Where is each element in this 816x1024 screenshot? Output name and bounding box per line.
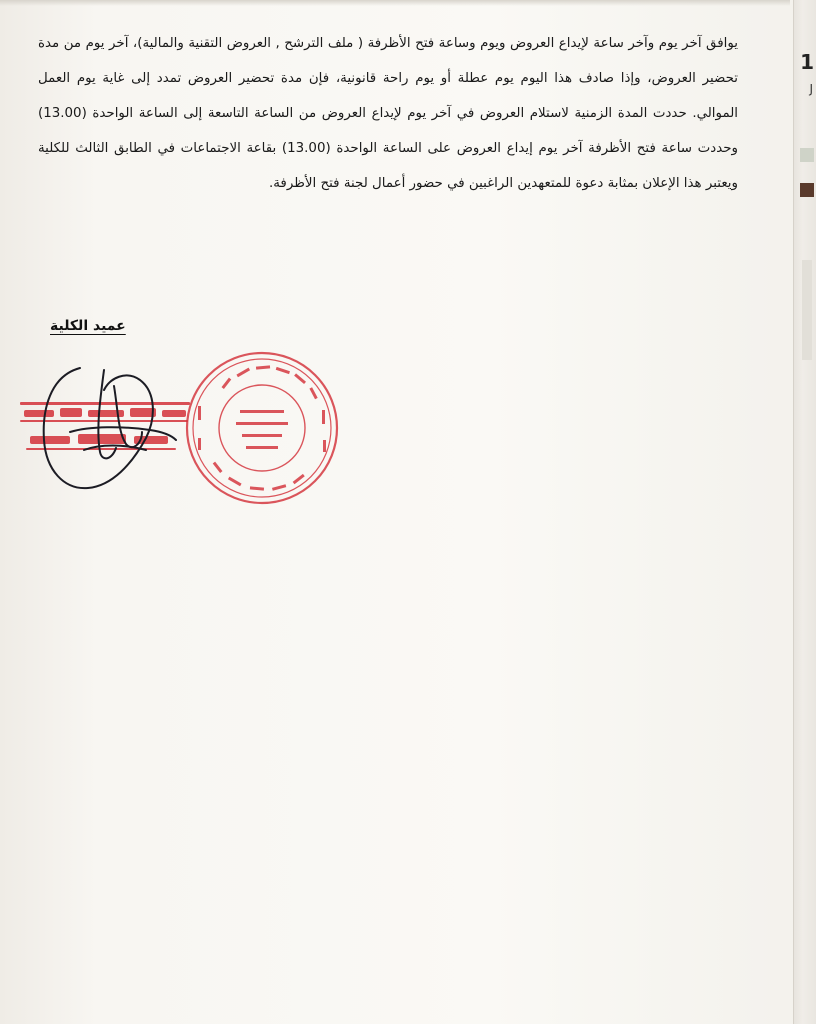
- handwritten-signature: [44, 368, 176, 488]
- previous-page-bleed: [0, 0, 790, 6]
- edge-image-swatch: [800, 183, 814, 197]
- announcement-paragraph: يوافق آخر يوم وآخر ساعة لإيداع العروض ويوم وساعة فتح الأظرفة ( ملف الترشح , العروض التقنية والمالية)، آخر يوم من مدة تحضير العروض، وإذا صادف هذا اليوم يوم عطلة أو يوم راحة قانونية، فإن مدة تحضير العروض تمدد إلى غاية يوم العمل الموالي. حددت المدة الزمنية لاستلام العروض في آخر يوم لإيداع العروض من الساعة التاسعة إلى الساعة الواحدة (13.00) وحددت ساعة فتح الأظرفة آخر يوم إيداع العروض على الساعة الواحدة (13.00) بقاعة الاجتماعات في الطابق الثالث للكلية ويعتبر هذا الإعلان بمثابة دعوة للمتعهدين الراغبين في حضور أعمال لجنة فتح الأظرفة.: [38, 36, 738, 191]
- edge-image-swatch: [800, 148, 814, 162]
- adjacent-page-edge: [793, 0, 816, 1024]
- edge-page-number: 1: [800, 50, 814, 74]
- edge-image-swatch: [802, 260, 812, 360]
- official-round-stamp: [187, 353, 337, 503]
- signatory-title: عميد الكلية: [50, 318, 126, 334]
- stamp-and-signature: [0, 340, 360, 520]
- edge-letter: J: [809, 82, 813, 96]
